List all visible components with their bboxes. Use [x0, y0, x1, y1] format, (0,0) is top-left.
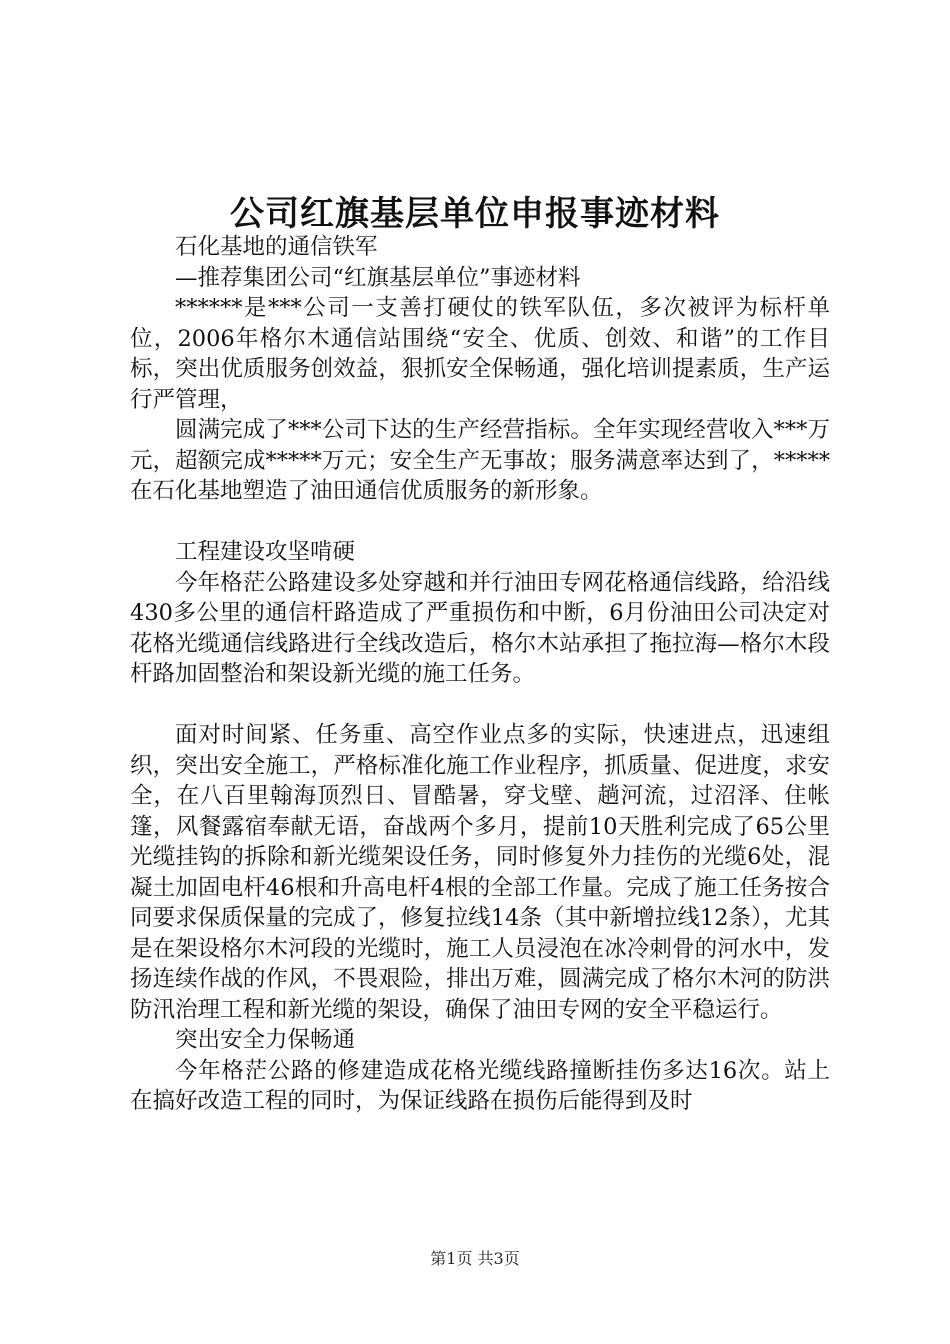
section-heading-engineering: 工程建设攻坚啃硬 — [175, 539, 356, 565]
section-heading-safety: 突出安全力保畅通 — [175, 1027, 356, 1053]
engineering-paragraph-2: 面对时间紧、任务重、高空作业点多的实际，快速进点，迅速组织，突出安全施工，严格标准化施工作业程序，抓质量、促进度，求安全，在八百里翰海顶烈日、冒酷暑，穿戈壁、趟河流，过沼泽、住帐篷，风餐露宿奉献无语，奋战两个多月，提前10天胜利完成了65公里光缆挂钩的拆除和新光缆架设任务，同时修复外力挂伤的光缆6处，混凝土加固电杆46根和升高电杆4根的全部工作量。完成了施工任务按合同要求保质保量的完成了，修复拉线14条（其中新增拉线12条），尤其是在架设格尔木河段的光缆时，施工人员浸泡在冰冷刺骨的河水中，发扬连续作战的作风，不畏艰险，排出万难，圆满完成了格尔木河的防洪防汛治理工程和新光缆的架设，确保了油田专网的安全平稳运行。 — [130, 722, 830, 1023]
paragraph-gap — [130, 507, 830, 538]
safety-paragraph-1: 今年格茫公路的修建造成花格光缆线路撞断挂伤多达16次。站上在搞好改造工程的同时，为保证线路在损伤后能得到及时 — [130, 1057, 830, 1114]
engineering-paragraph-1: 今年格茫公路建设多处穿越和并行油田专网花格通信线路，给沿线430多公里的通信杆路造成了严重损伤和中断，6月份油田公司决定对花格光缆通信线路进行全线改造后，格尔木站承担了拖拉海—格尔木段杆路加固整治和架设新光缆的施工任务。 — [130, 569, 830, 687]
document-subtitle: 石化基地的通信铁军 — [175, 234, 378, 260]
intro-paragraph: ******是***公司一支善打硬仗的铁军队伍，多次被评为标杆单位，2006年格尔木通信站围绕“安全、优质、创效、和谐”的工作目标，突出优质服务创效益，狠抓安全保畅通，强化培训提素质，生产运行严管理， — [130, 295, 830, 413]
recommendation-line: —推荐集团公司“红旗基层单位”事迹材料 — [175, 264, 581, 291]
page-footer: 第1页 共3页 — [430, 1249, 520, 1268]
paragraph-gap — [130, 690, 830, 721]
document-title: 公司红旗基层单位申报事迹材料 — [230, 194, 720, 234]
achievement-paragraph: 圆满完成了***公司下达的生产经营指标。全年实现经营收入***万元，超额完成*****万元；安全生产无事故；服务满意率达到了，*****在石化基地塑造了油田通信优质服务的新形象。 — [130, 417, 830, 504]
document-body — [130, 232, 830, 1117]
